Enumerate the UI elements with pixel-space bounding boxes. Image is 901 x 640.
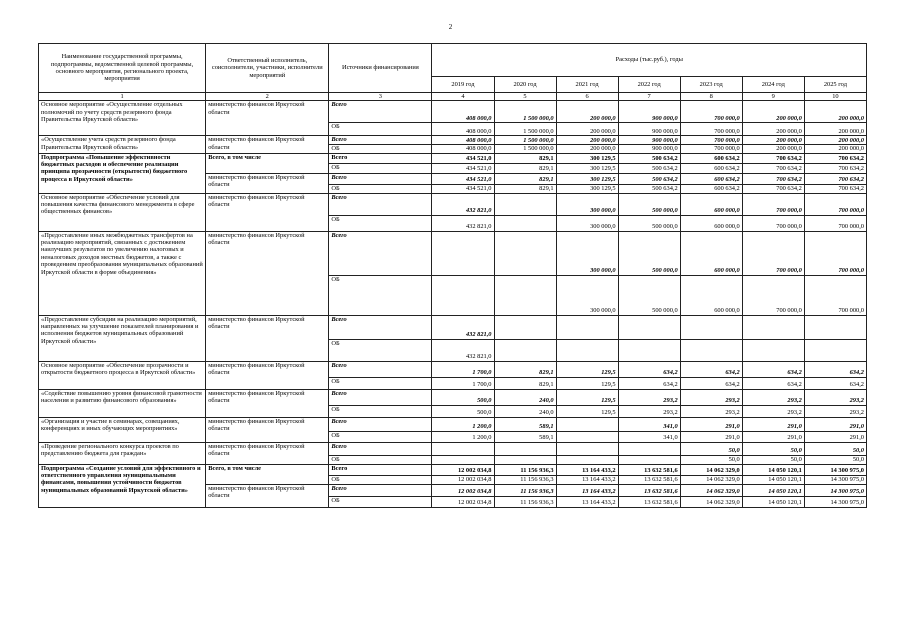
source-label: Всего: [329, 417, 432, 431]
amount-cell: [494, 339, 556, 361]
amount-cell: [556, 339, 618, 361]
source-label: Всего: [329, 193, 432, 215]
table-row: [39, 442, 867, 455]
column-number: 1: [39, 93, 206, 101]
amount-cell: [494, 193, 556, 215]
amount-cell: [618, 339, 680, 361]
amount-cell: 700 634,2: [804, 153, 866, 163]
amount-cell: 200 000,0: [556, 123, 618, 136]
source-label: ОБ: [329, 405, 432, 417]
amount-cell: 293,2: [804, 405, 866, 417]
amount-cell: 1 200,0: [432, 431, 494, 442]
amount-cell: 829,1: [494, 184, 556, 193]
column-number: 7: [618, 93, 680, 101]
table-row: [39, 361, 867, 377]
row-name: Подпрограмма «Создание условий для эффективного и ответственного управления муниципальными финансами, повышения устойчивости бюджетов муниципальных образований Иркутской области»: [39, 464, 206, 507]
header-executor: Ответственный исполнитель, соисполнители, участники, исполнители мероприятий: [206, 44, 329, 93]
source-label: ОБ: [329, 339, 432, 361]
amount-cell: 200 000,0: [804, 101, 866, 123]
amount-cell: [494, 215, 556, 231]
row-executor: министерство финансов Иркутской области: [206, 484, 329, 507]
amount-cell: 50,0: [680, 455, 742, 464]
budget-table: [38, 43, 867, 508]
amount-cell: 300 000,0: [556, 193, 618, 215]
table-row: [39, 464, 867, 475]
source-label: ОБ: [329, 431, 432, 442]
amount-cell: 700 634,2: [804, 184, 866, 193]
amount-cell: 13 632 581,6: [618, 475, 680, 484]
table-row: [39, 417, 867, 431]
amount-cell: 700 000,0: [742, 231, 804, 275]
table-row: [39, 153, 867, 163]
amount-cell: 700 000,0: [804, 231, 866, 275]
amount-cell: 1 500 000,0: [494, 145, 556, 153]
column-number: 4: [432, 93, 494, 101]
amount-cell: 700 000,0: [804, 215, 866, 231]
amount-cell: 341,0: [618, 417, 680, 431]
amount-cell: 200 000,0: [742, 145, 804, 153]
row-executor: министерство финансов Иркутской области: [206, 231, 329, 315]
amount-cell: [432, 455, 494, 464]
column-number: 9: [742, 93, 804, 101]
page-number: 2: [448, 23, 453, 31]
amount-cell: [556, 417, 618, 431]
amount-cell: [494, 315, 556, 339]
amount-cell: 13 164 433,2: [556, 496, 618, 507]
amount-cell: 11 156 936,3: [494, 464, 556, 475]
row-name: «Содействие повышению уровня финансовой грамотности населения и развитию финансового образования»: [39, 389, 206, 417]
amount-cell: 291,0: [742, 431, 804, 442]
amount-cell: 600 634,2: [680, 173, 742, 184]
row-name: Основное мероприятие «Обеспечение прозрачности и открытости бюджетного процесса в Иркутской области»: [39, 361, 206, 389]
source-label: Всего: [329, 173, 432, 184]
source-label: Всего: [329, 153, 432, 163]
amount-cell: [618, 442, 680, 455]
header-name: Наименование государственной программы, подпрограммы, ведомственной целевой программы, основного мероприятия, регионального проекта, мероприятия: [39, 44, 206, 93]
header-year: 2019 год: [432, 77, 494, 93]
amount-cell: [494, 455, 556, 464]
amount-cell: 293,2: [618, 405, 680, 417]
amount-cell: 500,0: [432, 405, 494, 417]
row-executor: министерство финансов Иркутской области: [206, 136, 329, 153]
amount-cell: [804, 339, 866, 361]
header-source: Источники финансирования: [329, 44, 432, 93]
amount-cell: 600 634,2: [680, 163, 742, 173]
amount-cell: 1 700,0: [432, 377, 494, 389]
amount-cell: 129,5: [556, 361, 618, 377]
amount-cell: 700 000,0: [804, 193, 866, 215]
amount-cell: 900 000,0: [618, 136, 680, 145]
amount-cell: 14 050 120,1: [742, 484, 804, 496]
row-executor: министерство финансов Иркутской области: [206, 173, 329, 193]
amount-cell: 14 300 975,0: [804, 464, 866, 475]
amount-cell: 700 000,0: [680, 145, 742, 153]
amount-cell: 634,2: [742, 377, 804, 389]
amount-cell: 291,0: [804, 417, 866, 431]
amount-cell: 291,0: [742, 417, 804, 431]
amount-cell: 432 821,0: [432, 193, 494, 215]
header-year: 2023 год: [680, 77, 742, 93]
amount-cell: 634,2: [680, 377, 742, 389]
amount-cell: 600 000,0: [680, 215, 742, 231]
amount-cell: [494, 231, 556, 275]
row-name: Подпрограмма «Повышение эффективности бюджетных расходов и обеспечение реализации принципа прозрачности (открытости) бюджетного процесса в Иркутской области»: [39, 153, 206, 193]
amount-cell: 13 164 433,2: [556, 484, 618, 496]
amount-cell: 300 000,0: [556, 231, 618, 275]
source-label: Всего: [329, 136, 432, 145]
amount-cell: 14 300 975,0: [804, 475, 866, 484]
amount-cell: 500 634,2: [618, 184, 680, 193]
amount-cell: [680, 315, 742, 339]
amount-cell: 13 632 581,6: [618, 464, 680, 475]
amount-cell: 600 000,0: [680, 193, 742, 215]
amount-cell: [742, 315, 804, 339]
amount-cell: 293,2: [618, 389, 680, 405]
amount-cell: 300 000,0: [556, 215, 618, 231]
amount-cell: 700 634,2: [742, 173, 804, 184]
amount-cell: 1 500 000,0: [494, 136, 556, 145]
header-year: 2024 год: [742, 77, 804, 93]
amount-cell: 200 000,0: [556, 101, 618, 123]
row-executor: министерство финансов Иркутской области: [206, 442, 329, 464]
amount-cell: 500,0: [432, 389, 494, 405]
source-label: ОБ: [329, 275, 432, 315]
amount-cell: 829,1: [494, 361, 556, 377]
amount-cell: 589,1: [494, 431, 556, 442]
amount-cell: 129,5: [556, 405, 618, 417]
column-number: 6: [556, 93, 618, 101]
source-label: ОБ: [329, 123, 432, 136]
column-number: 8: [680, 93, 742, 101]
amount-cell: 341,0: [618, 431, 680, 442]
header-year: 2025 год: [804, 77, 866, 93]
header-expenses: Расходы (тыс.руб.), годы: [432, 44, 867, 77]
amount-cell: 1 500 000,0: [494, 101, 556, 123]
amount-cell: 500 634,2: [618, 173, 680, 184]
amount-cell: 14 050 120,1: [742, 496, 804, 507]
amount-cell: 11 156 936,3: [494, 475, 556, 484]
amount-cell: 900 000,0: [618, 123, 680, 136]
amount-cell: 700 000,0: [804, 275, 866, 315]
row-executor: Всего, в том числе: [206, 464, 329, 484]
table-row: [39, 193, 867, 215]
amount-cell: [742, 339, 804, 361]
amount-cell: 11 156 936,3: [494, 484, 556, 496]
row-name: «Предоставление субсидии на реализацию мероприятий, направленных на улучшение показателей планирования и исполнения бюджетов муниципальных образований Иркутской области»: [39, 315, 206, 361]
amount-cell: [432, 275, 494, 315]
amount-cell: [680, 339, 742, 361]
amount-cell: [556, 455, 618, 464]
amount-cell: 200 000,0: [742, 101, 804, 123]
column-number: 5: [494, 93, 556, 101]
source-label: Всего: [329, 442, 432, 455]
source-label: Всего: [329, 101, 432, 123]
header-year: 2022 год: [618, 77, 680, 93]
amount-cell: 200 000,0: [804, 136, 866, 145]
amount-cell: 600 000,0: [680, 275, 742, 315]
source-label: ОБ: [329, 163, 432, 173]
amount-cell: [618, 455, 680, 464]
amount-cell: 50,0: [804, 455, 866, 464]
table-row: [39, 101, 867, 123]
row-name: Основное мероприятие «Осуществление отдельных полномочий по учету средств резервного фонда Правительства Иркутской области»: [39, 101, 206, 136]
source-label: ОБ: [329, 145, 432, 153]
amount-cell: 200 000,0: [556, 145, 618, 153]
amount-cell: 700 634,2: [804, 173, 866, 184]
amount-cell: 700 634,2: [804, 163, 866, 173]
amount-cell: 200 000,0: [804, 145, 866, 153]
amount-cell: 291,0: [804, 431, 866, 442]
source-label: Всего: [329, 389, 432, 405]
amount-cell: 13 164 433,2: [556, 475, 618, 484]
amount-cell: 634,2: [742, 361, 804, 377]
source-label: ОБ: [329, 455, 432, 464]
amount-cell: 432 821,0: [432, 339, 494, 361]
table-row: [39, 315, 867, 339]
amount-cell: 634,2: [804, 361, 866, 377]
source-label: ОБ: [329, 377, 432, 389]
amount-cell: 408 000,0: [432, 136, 494, 145]
source-label: Всего: [329, 361, 432, 377]
amount-cell: 589,1: [494, 417, 556, 431]
source-label: ОБ: [329, 215, 432, 231]
amount-cell: 500 634,2: [618, 153, 680, 163]
amount-cell: 293,2: [742, 389, 804, 405]
amount-cell: 240,0: [494, 405, 556, 417]
amount-cell: 300 129,5: [556, 163, 618, 173]
amount-cell: 600 634,2: [680, 153, 742, 163]
amount-cell: 829,1: [494, 173, 556, 184]
amount-cell: 240,0: [494, 389, 556, 405]
amount-cell: 408 000,0: [432, 101, 494, 123]
amount-cell: 14 062 329,0: [680, 464, 742, 475]
amount-cell: 12 002 034,8: [432, 475, 494, 484]
amount-cell: 293,2: [804, 389, 866, 405]
amount-cell: [556, 431, 618, 442]
amount-cell: 200 000,0: [556, 136, 618, 145]
amount-cell: [804, 315, 866, 339]
source-label: Всего: [329, 315, 432, 339]
amount-cell: 13 632 581,6: [618, 496, 680, 507]
amount-cell: 600 000,0: [680, 231, 742, 275]
amount-cell: 1 200,0: [432, 417, 494, 431]
amount-cell: 13 164 433,2: [556, 464, 618, 475]
row-executor: министерство финансов Иркутской области: [206, 361, 329, 389]
row-executor: министерство финансов Иркутской области: [206, 417, 329, 442]
amount-cell: 129,5: [556, 389, 618, 405]
row-name: «Предоставление иных межбюджетных трансфертов на реализацию мероприятий, связанных с достижением наилучших результатов по увеличению налоговых и неналоговых доходов местных бюджетов, а также с проведением преобразования муниципальных образований Иркутской области в форме объединения»: [39, 231, 206, 315]
amount-cell: [556, 315, 618, 339]
amount-cell: 300 129,5: [556, 184, 618, 193]
source-label: Всего: [329, 464, 432, 475]
amount-cell: 1 700,0: [432, 361, 494, 377]
amount-cell: 432 821,0: [432, 315, 494, 339]
amount-cell: 634,2: [680, 361, 742, 377]
row-name: «Проведение регионального конкурса проектов по представлению бюджета для граждан»: [39, 442, 206, 464]
amount-cell: 12 002 034,8: [432, 464, 494, 475]
amount-cell: [494, 275, 556, 315]
amount-cell: 634,2: [804, 377, 866, 389]
amount-cell: 200 000,0: [742, 123, 804, 136]
source-label: Всего: [329, 484, 432, 496]
amount-cell: 14 062 329,0: [680, 475, 742, 484]
amount-cell: 293,2: [680, 389, 742, 405]
amount-cell: 700 000,0: [742, 275, 804, 315]
amount-cell: 900 000,0: [618, 101, 680, 123]
amount-cell: 200 000,0: [742, 136, 804, 145]
row-name: Основное мероприятие «Обеспечение условий для повышения качества финансового менеджмента в сфере общественных финансов»: [39, 193, 206, 231]
amount-cell: 14 300 975,0: [804, 496, 866, 507]
row-name: «Организация и участие в семинарах, совещаниях, конференциях и иных обучающих мероприятиях»: [39, 417, 206, 442]
amount-cell: 50,0: [742, 455, 804, 464]
row-executor: министерство финансов Иркутской области: [206, 389, 329, 417]
amount-cell: 14 062 329,0: [680, 496, 742, 507]
amount-cell: 434 521,0: [432, 184, 494, 193]
amount-cell: 432 821,0: [432, 215, 494, 231]
amount-cell: 700 634,2: [742, 153, 804, 163]
amount-cell: 634,2: [618, 377, 680, 389]
amount-cell: 14 300 975,0: [804, 484, 866, 496]
row-executor: министерство финансов Иркутской области: [206, 315, 329, 361]
amount-cell: [432, 231, 494, 275]
amount-cell: [494, 442, 556, 455]
amount-cell: 829,1: [494, 153, 556, 163]
amount-cell: 1 500 000,0: [494, 123, 556, 136]
amount-cell: 700 634,2: [742, 184, 804, 193]
amount-cell: 700 000,0: [680, 101, 742, 123]
amount-cell: 300 129,5: [556, 153, 618, 163]
amount-cell: 14 050 120,1: [742, 475, 804, 484]
amount-cell: 900 000,0: [618, 145, 680, 153]
amount-cell: 700 000,0: [742, 193, 804, 215]
source-label: ОБ: [329, 184, 432, 193]
amount-cell: [556, 442, 618, 455]
amount-cell: 500 000,0: [618, 193, 680, 215]
amount-cell: 12 002 034,8: [432, 484, 494, 496]
column-number: 2: [206, 93, 329, 101]
amount-cell: 11 156 936,3: [494, 496, 556, 507]
amount-cell: 14 050 120,1: [742, 464, 804, 475]
source-label: Всего: [329, 231, 432, 275]
amount-cell: 293,2: [742, 405, 804, 417]
amount-cell: 634,2: [618, 361, 680, 377]
row-name: «Осуществление учета средств резервного фонда Правительства Иркутской области»: [39, 136, 206, 153]
amount-cell: 12 002 034,8: [432, 496, 494, 507]
amount-cell: 829,1: [494, 163, 556, 173]
amount-cell: 50,0: [742, 442, 804, 455]
amount-cell: 300 000,0: [556, 275, 618, 315]
header-year: 2021 год: [556, 77, 618, 93]
amount-cell: 408 000,0: [432, 123, 494, 136]
amount-cell: 50,0: [680, 442, 742, 455]
amount-cell: 700 000,0: [680, 136, 742, 145]
amount-cell: [432, 442, 494, 455]
amount-cell: 700 634,2: [742, 163, 804, 173]
row-executor: министерство финансов Иркутской области: [206, 101, 329, 136]
amount-cell: 13 632 581,6: [618, 484, 680, 496]
header-year: 2020 год: [494, 77, 556, 93]
amount-cell: 434 521,0: [432, 153, 494, 163]
amount-cell: 14 062 329,0: [680, 484, 742, 496]
row-executor: Всего, в том числе: [206, 153, 329, 173]
amount-cell: 500 000,0: [618, 275, 680, 315]
amount-cell: 500 000,0: [618, 231, 680, 275]
amount-cell: 500 634,2: [618, 163, 680, 173]
table-row: [39, 136, 867, 145]
table-row: [39, 231, 867, 275]
amount-cell: 700 000,0: [680, 123, 742, 136]
row-executor: министерство финансов Иркутской области: [206, 193, 329, 231]
table-row: [39, 389, 867, 405]
source-label: ОБ: [329, 496, 432, 507]
amount-cell: 291,0: [680, 431, 742, 442]
amount-cell: 434 521,0: [432, 173, 494, 184]
amount-cell: 129,5: [556, 377, 618, 389]
column-number: 3: [329, 93, 432, 101]
amount-cell: 434 521,0: [432, 163, 494, 173]
amount-cell: 408 000,0: [432, 145, 494, 153]
amount-cell: 200 000,0: [804, 123, 866, 136]
amount-cell: 500 000,0: [618, 215, 680, 231]
source-label: ОБ: [329, 475, 432, 484]
amount-cell: 50,0: [804, 442, 866, 455]
amount-cell: 293,2: [680, 405, 742, 417]
amount-cell: 600 634,2: [680, 184, 742, 193]
amount-cell: 300 129,5: [556, 173, 618, 184]
amount-cell: 291,0: [680, 417, 742, 431]
amount-cell: 829,1: [494, 377, 556, 389]
amount-cell: [618, 315, 680, 339]
column-number: 10: [804, 93, 866, 101]
amount-cell: 700 000,0: [742, 215, 804, 231]
